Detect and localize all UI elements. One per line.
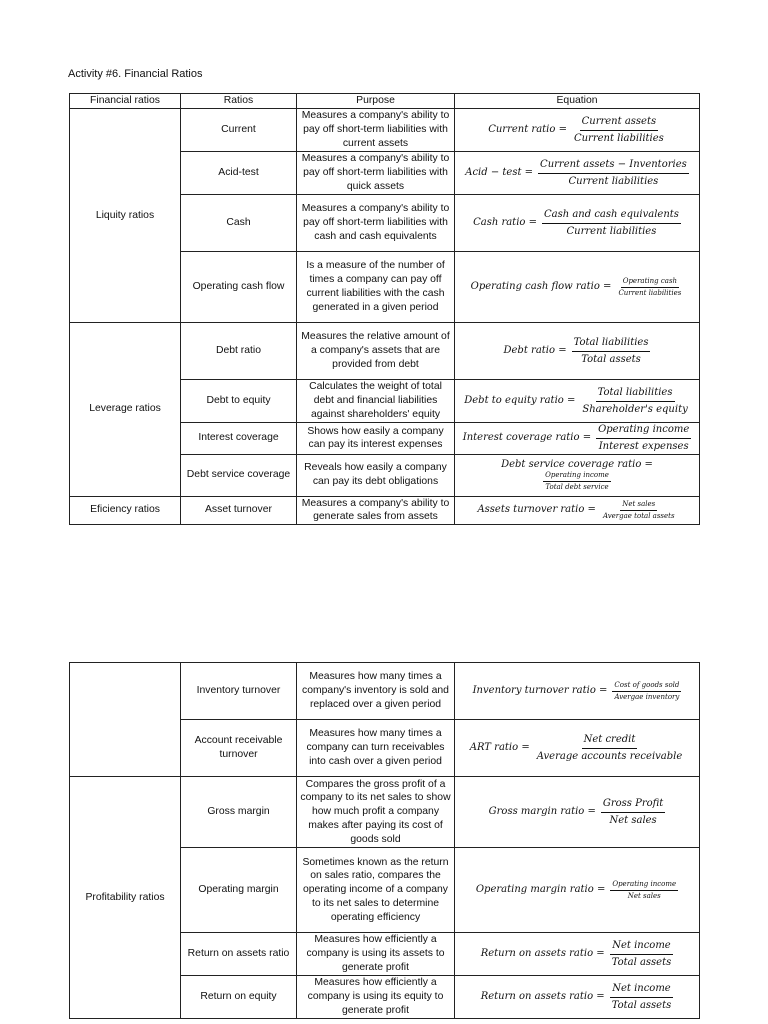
equation-numerator: Operating income — [596, 423, 691, 439]
equation-lhs: Debt to equity ratio = — [464, 395, 576, 407]
group-efficiency-ratios: Eficiency ratios — [70, 496, 181, 525]
ratio-name: Operating margin — [181, 848, 297, 933]
ratio-equation — [455, 454, 700, 496]
ratio-name: Cash — [181, 195, 297, 252]
ratio-purpose: Measures how efficiently a company is using its equity to generate profit — [297, 976, 455, 1019]
header-purpose: Purpose — [297, 94, 455, 109]
equation-lhs: Inventory turnover ratio = — [472, 685, 608, 697]
header-equation: Equation — [455, 94, 700, 109]
ratio-purpose: Compares the gross profit of a company to its net sales to show how much profit a company makes after paying its cost of goods sold — [297, 777, 455, 848]
ratio-name: Current — [181, 109, 297, 152]
equation-lhs: Return on assets ratio = — [480, 991, 605, 1003]
ratio-purpose: Sometimes known as the return on sales ratio, compares the operating income of a company to its net sales to determine operating efficiency — [297, 848, 455, 933]
ratios-table-part-1 — [69, 93, 700, 525]
equation-denominator: Current liabilities — [568, 175, 659, 187]
equation-numerator: Operating cash — [621, 277, 679, 288]
equation-denominator: Shareholder's equity — [582, 403, 688, 415]
header-ratios: Ratios — [181, 94, 297, 109]
equation-denominator: Total assets — [611, 999, 672, 1011]
equation-lhs: Current ratio = — [488, 124, 567, 136]
ratio-purpose: Measures how many times a company can turn receivables into cash over a given period — [297, 720, 455, 777]
ratio-name: Interest coverage — [181, 423, 297, 455]
equation-numerator: Gross Profit — [601, 797, 665, 813]
ratio-equation — [455, 380, 700, 423]
equation-denominator: Avergae inventory — [614, 692, 680, 701]
ratio-purpose: Measures a company's ability to pay off short-term liabilities with quick assets — [297, 152, 455, 195]
ratio-equation — [455, 933, 700, 976]
equation-numerator: Operating income — [543, 471, 611, 482]
table-row — [70, 663, 700, 720]
ratio-equation — [455, 323, 700, 380]
ratio-equation — [455, 777, 700, 848]
ratio-name: Inventory turnover — [181, 663, 297, 720]
header-financial-ratios: Financial ratios — [70, 94, 181, 109]
ratio-name: Gross margin — [181, 777, 297, 848]
ratio-purpose: Shows how easily a company can pay its interest expenses — [297, 423, 455, 455]
equation-denominator: Avergae total assets — [602, 511, 675, 520]
ratio-equation — [455, 252, 700, 323]
equation-numerator: Operating income — [610, 880, 678, 891]
table-row — [70, 109, 700, 152]
equation-denominator: Average accounts receivable — [536, 750, 683, 762]
equation-lhs: Cash ratio = — [473, 217, 537, 229]
equation-lhs: Assets turnover ratio = — [477, 504, 596, 516]
ratio-name: Return on assets ratio — [181, 933, 297, 976]
equation-lhs: Operating cash flow ratio = — [470, 281, 612, 293]
equation-lhs: Operating margin ratio = — [475, 884, 606, 896]
ratio-name: Return on equity — [181, 976, 297, 1019]
equation-denominator: Current liabilities — [618, 288, 682, 297]
equation-denominator: Total assets — [581, 353, 641, 365]
ratio-purpose: Calculates the weight of total debt and financial liabilities against shareholders' equity — [297, 380, 455, 423]
equation-denominator: Interest expenses — [598, 440, 689, 452]
ratio-purpose: Measures how many times a company's inventory is sold and replaced over a given period — [297, 663, 455, 720]
group-efficiency-continued — [70, 663, 181, 777]
ratio-name: Account receivable turnover — [181, 720, 297, 777]
ratio-equation — [455, 663, 700, 720]
equation-numerator: Current assets − Inventories — [538, 158, 689, 174]
equation-lhs: Interest coverage ratio = — [462, 432, 592, 444]
ratio-equation — [455, 720, 700, 777]
equation-denominator: Total assets — [611, 956, 672, 968]
equation-numerator: Net credit — [582, 733, 638, 749]
equation-numerator: Net income — [610, 982, 673, 998]
ratio-purpose: Measures the relative amount of a company's assets that are provided from debt — [297, 323, 455, 380]
ratio-purpose: Measures a company's ability to pay off short-term liabilities with cash and cash equivalents — [297, 195, 455, 252]
equation-numerator: Cash and cash equivalents — [542, 208, 681, 224]
ratio-purpose: Measures how efficiently a company is using its assets to generate profit — [297, 933, 455, 976]
ratio-purpose: Reveals how easily a company can pay its debt obligations — [297, 454, 455, 496]
ratio-name: Debt to equity — [181, 380, 297, 423]
equation-numerator: Cost of goods sold — [612, 681, 681, 692]
ratios-table-part-2 — [69, 662, 700, 1019]
ratio-purpose: Is a measure of the number of times a company can pay off current liabilities with the cash generated in a given period — [297, 252, 455, 323]
ratio-equation — [455, 109, 700, 152]
group-profitability-ratios: Profitability ratios — [70, 777, 181, 1019]
ratio-equation — [455, 848, 700, 933]
equation-numerator: Current assets — [580, 115, 659, 131]
equation-lhs: Return on assets ratio = — [480, 948, 605, 960]
ratio-equation — [455, 423, 700, 455]
equation-numerator: Net sales — [620, 500, 657, 511]
ratio-name: Acid-test — [181, 152, 297, 195]
ratio-equation — [455, 152, 700, 195]
group-liquidity-ratios: Liquity ratios — [70, 109, 181, 323]
equation-denominator: Net sales — [627, 891, 661, 900]
equation-lhs: Gross margin ratio = — [488, 806, 596, 818]
group-leverage-ratios: Leverage ratios — [70, 323, 181, 497]
equation-denominator: Current liabilities — [573, 132, 664, 144]
table-row — [70, 496, 700, 525]
equation-lhs: Debt ratio = — [503, 345, 567, 357]
equation-denominator: Net sales — [609, 814, 657, 826]
equation-lhs: Acid − test = — [465, 167, 534, 179]
equation-numerator: Total liabilities — [596, 386, 675, 402]
equation-lhs: Debt service coverage ratio = — [501, 459, 653, 471]
ratio-equation — [455, 496, 700, 525]
ratio-name: Operating cash flow — [181, 252, 297, 323]
table-header-row — [70, 94, 700, 109]
ratio-equation — [455, 195, 700, 252]
equation-lhs: ART ratio = — [469, 742, 530, 754]
equation-numerator: Net income — [610, 939, 673, 955]
ratio-equation — [455, 976, 700, 1019]
ratio-purpose: Measures a company's ability to pay off short-term liabilities with current assets — [297, 109, 455, 152]
ratio-name: Asset turnover — [181, 496, 297, 525]
page-title: Activity #6. Financial Ratios — [68, 68, 203, 80]
equation-denominator: Total debt service — [545, 483, 609, 492]
ratio-purpose: Measures a company's ability to generate sales from assets — [297, 496, 455, 525]
table-row — [70, 777, 700, 848]
table-row — [70, 323, 700, 380]
ratio-name: Debt ratio — [181, 323, 297, 380]
ratio-name: Debt service coverage — [181, 454, 297, 496]
equation-numerator: Total liabilities — [572, 336, 651, 352]
equation-denominator: Current liabilities — [566, 225, 657, 237]
